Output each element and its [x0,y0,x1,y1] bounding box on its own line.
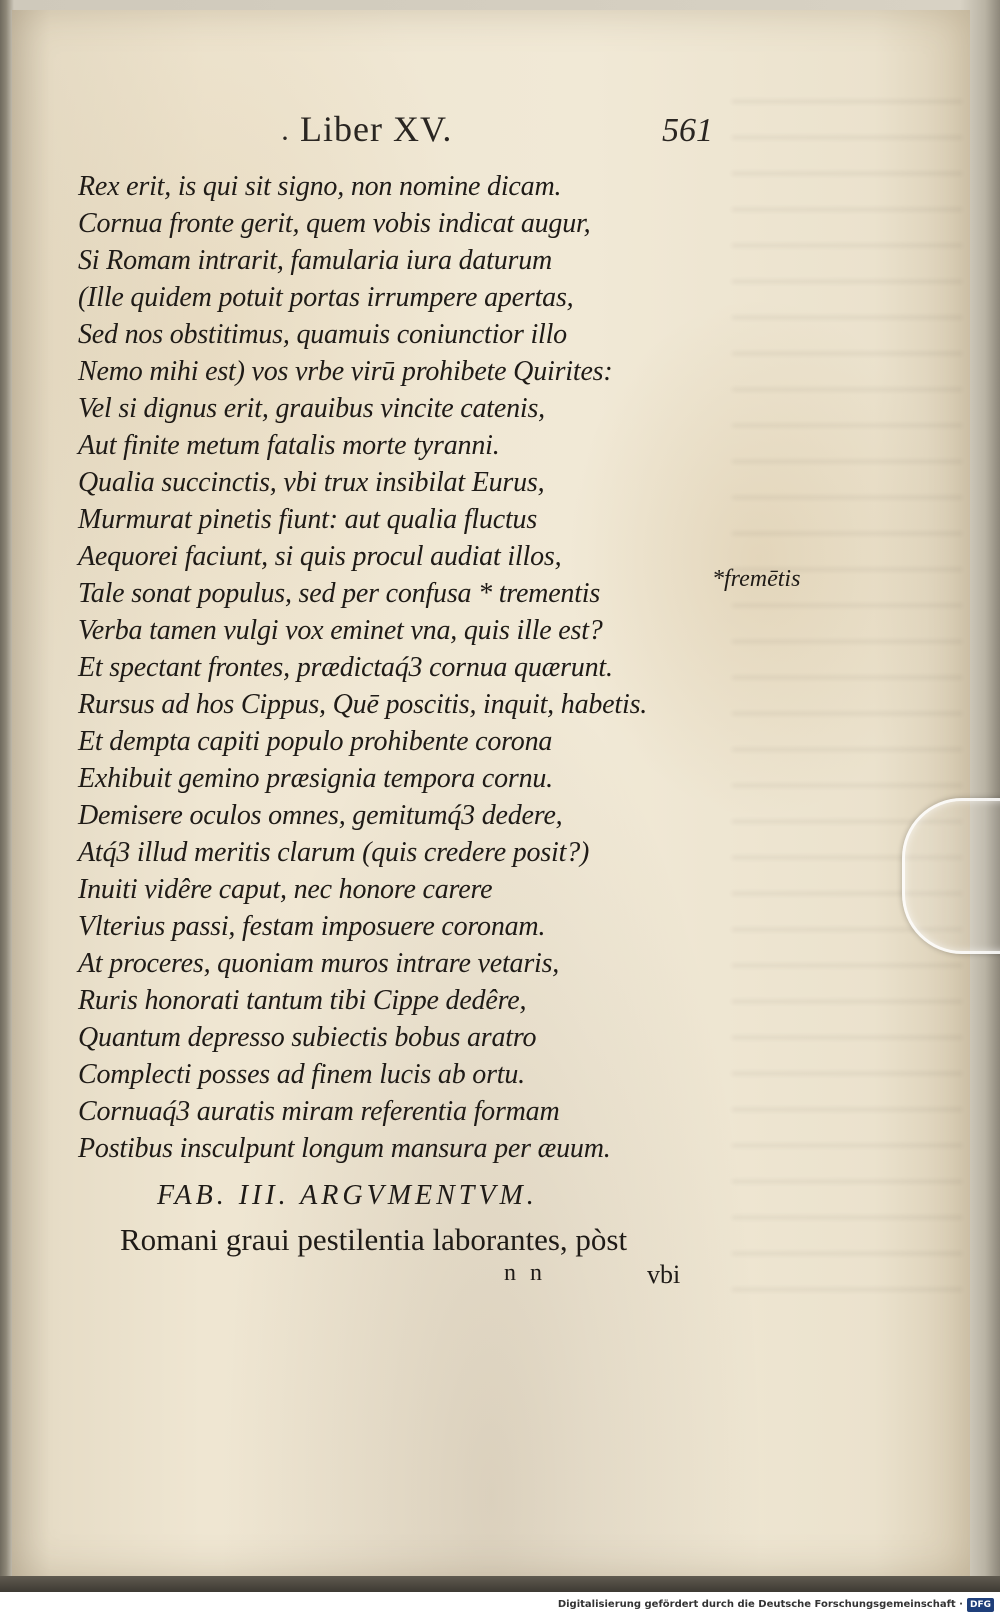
verse-line: Postibus insculpunt longum mansura per æuum. [78,1133,611,1164]
catchword: vbi [647,1260,681,1289]
verse-line: Rursus ad hos Cippus, Quē poscitis, inquit, habetis. [78,689,648,720]
verse-line: At proceres, quoniam muros intrare vetaris, [78,948,560,979]
marginal-note: *fremētis [712,566,801,592]
footer-credit: Digitalisierung gefördert durch die Deutsche Forschungsgemeinschaft · [557,1599,963,1610]
header-marker: · [280,122,290,155]
prose-line: Romani graui pestilentia laborantes, pòst [120,1222,628,1257]
show-through-text [732,100,962,1300]
dfg-logo: DFG [967,1598,994,1612]
verse-line: Exhibuit gemino præsignia tempora cornu. [78,763,553,794]
verse-block [78,168,718,1167]
book-bottom-edge [0,1576,1000,1592]
verse-line: Complecti posses ad finem lucis ab ortu. [78,1059,525,1090]
verse-line: Sed nos obstitimus, quamuis coniunctior illo [78,319,567,350]
verse-line: Tale sonat populus, sed per confusa * trementis [78,578,601,609]
verse-line: Verba tamen vulgi vox eminet vna, quis ille est? [78,615,603,646]
verse-line: Murmurat pinetis fiunt: aut qualia fluctus [78,504,538,535]
verse-line: Vlterius passi, festam imposuere coronam. [78,911,546,942]
verse-line: Atq́3 illud meritis clarum (quis credere posit?) [78,837,590,868]
verse-line: Si Romam intrarit, famularia iura daturum [78,245,553,276]
verse-line: Cornua fronte gerit, quem vobis indicat augur, [78,208,591,239]
verse-line: Inuiti vidêre caput, nec honore carere [78,874,493,905]
verse-line: Et dempta capiti populo prohibente corona [78,726,553,757]
verse-line: Aequorei faciunt, si quis procul audiat illos, [78,541,562,572]
verse-line: Nemo mihi est) vos vrbe virū prohibete Quirites: [78,356,613,387]
verse-line: Quantum depresso subiectis bobus aratro [78,1022,537,1053]
verse-line: Demisere oculos omnes, gemitumq́3 dedere, [78,800,563,831]
running-title: Liber XV. [300,109,453,149]
page-clip [902,798,1000,954]
verse-line: Rex erit, is qui sit signo, non nomine dicam. [78,171,562,202]
verse-line: Aut finite metum fatalis morte tyranni. [78,430,500,461]
verse-line: Vel si dignus erit, grauibus vincite catenis, [78,393,545,424]
book-page [12,10,970,1576]
verse-line: Ruris honorati tantum tibi Cippe dedêre, [78,985,527,1016]
signature-mark: n n [504,1260,546,1286]
page-number: 561 [662,112,713,149]
digitization-footer [0,1592,1000,1617]
verse-line: (Ille quidem potuit portas irrumpere apertas, [78,282,574,313]
verse-line: Et spectant frontes, prædictaq́3 cornua quærunt. [78,652,613,683]
section-heading: FAB. III. ARGVMENTVM. [157,1180,538,1211]
verse-line: Qualia succinctis, vbi trux insibilat Eurus, [78,467,545,498]
verse-line: Cornuaq́3 auratis miram referentia formam [78,1096,560,1127]
